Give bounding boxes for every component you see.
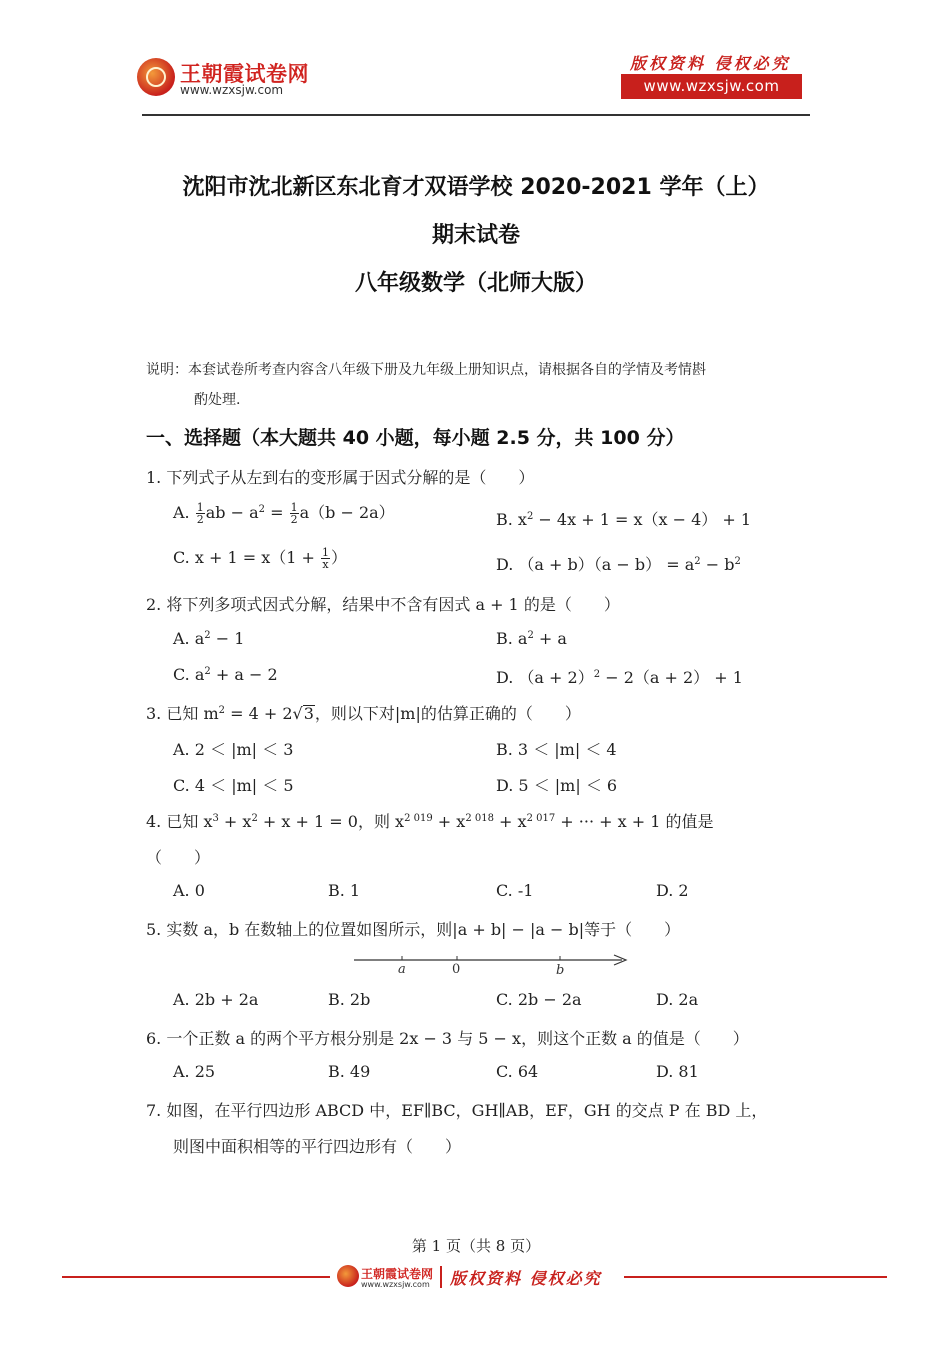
question-7-stem-line-1: 7. 如图，在平行四边形 ABCD 中，EF∥BC，GH∥AB，EF，GH 的交点 P 在 BD 上， [146, 1101, 768, 1120]
brand-url[interactable]: www.wzxsjw.com [180, 83, 284, 97]
question-6-option-c[interactable]: C. 64 [496, 1062, 539, 1081]
fraction-half: $\frac{1}{2}$ [196, 501, 204, 526]
question-2-option-d[interactable]: D. $(a + 2)^2 - 2(a + 2) + 1$ [496, 668, 743, 687]
question-3-option-c[interactable]: C. 4 ＜ |m| ＜ 5 [173, 776, 294, 795]
exam-title-school: 沈阳市沈北新区东北育才双语学校 2020-2021 学年（上） [182, 175, 770, 200]
question-7-stem-line-2: 则图中面积相等的平行四边形有（ ） [173, 1137, 462, 1156]
question-5-option-a[interactable]: A. 2b + 2a [173, 990, 259, 1009]
exam-title-term: 期末试卷 [431, 223, 520, 248]
footer-logo-icon [337, 1265, 359, 1287]
question-6-option-a[interactable]: A. 25 [173, 1062, 216, 1081]
question-1-option-d[interactable]: D. $(a + b)(a - b) = a^2 - b^2$ [496, 555, 741, 574]
instructions-line-2: 酌处理. [194, 392, 241, 408]
question-3-option-a[interactable]: A. 2 ＜ |m| ＜ 3 [173, 740, 294, 759]
footer-separator [440, 1266, 442, 1288]
footer-slogan: 版权资料 侵权必究 [450, 1269, 602, 1288]
brand-name: 王朝霞试卷网 [180, 62, 309, 86]
question-1-option-b[interactable]: B. $x^2 - 4x + 1 = x(x - 4) + 1$ [496, 510, 752, 529]
question-1-stem: 1. 下列式子从左到右的变形属于因式分解的是（ ） [146, 468, 535, 487]
footer-brand: 王朝霞试卷网 [361, 1267, 434, 1281]
sqrt-icon: √ [292, 704, 303, 723]
header-divider [142, 114, 810, 116]
label-b: b [556, 963, 565, 978]
exam-title-subject: 八年级数学（北师大版） [354, 271, 597, 296]
section-heading-multiple-choice: 一、选择题（本大题共 40 小题，每小题 2.5 分，共 100 分） [146, 427, 685, 449]
question-3-option-d[interactable]: D. 5 ＜ |m| ＜ 6 [496, 776, 618, 795]
question-2-option-c[interactable]: C. $a^2 + a - 2$ [173, 665, 278, 684]
brand-logo-icon [137, 58, 175, 96]
page-number: 第 1 页（共 8 页） [411, 1237, 541, 1255]
footer-rule-right [624, 1276, 887, 1278]
question-2-option-a[interactable]: A. $a^2 - 1$ [173, 629, 245, 648]
question-2-option-b[interactable]: B. $a^2 + a$ [496, 629, 567, 648]
question-1-option-c[interactable]: C. x + 1 = x（1 + $\frac{1}{x}$ ） [173, 546, 348, 571]
instructions-line-1: 说明：本套试卷所考查内容含八年级下册及九年级上册知识点，请根据各自的学情及考情斟 [146, 362, 706, 378]
question-4-option-d[interactable]: D. 2 [656, 881, 689, 900]
question-5-stem: 5. 实数 a，b 在数轴上的位置如图所示，则|a + b| − |a − b|等于（ ） [146, 920, 681, 939]
fraction-one-over-x: $\frac{1}{x}$ [322, 546, 329, 571]
copyright-slogan: 版权资料 侵权必究 [630, 54, 791, 73]
label-a: a [398, 962, 406, 977]
footer-url[interactable]: www.wzxsjw.com [361, 1280, 430, 1289]
question-3-stem: 3. 已知 $m^2 = 4 + 2√3$，则以下对|m|的估算正确的（ ） [146, 704, 581, 723]
question-5-option-c[interactable]: C. 2b − 2a [496, 990, 582, 1009]
question-3-option-b[interactable]: B. 3 ＜ |m| ＜ 4 [496, 740, 617, 759]
question-5-option-b[interactable]: B. 2b [328, 990, 371, 1009]
question-4-answer-paren: （ ） [146, 848, 211, 867]
fraction-half: $\frac{1}{2}$ [290, 501, 298, 526]
question-4-option-a[interactable]: A. 0 [173, 881, 205, 900]
question-4-option-c[interactable]: C. -1 [496, 881, 534, 900]
question-5-option-d[interactable]: D. 2a [656, 990, 699, 1009]
question-4-stem: 4. 已知 $x^3 + x^2 + x + 1 = 0$，则 $x^{2 019} + x^{2 018} + x^{2 017}$ + ··· + x + 1 的值是 [146, 812, 714, 831]
question-6-stem: 6. 一个正数 a 的两个平方根分别是 2x − 3 与 5 − x，则这个正数 a 的值是（ ） [146, 1029, 749, 1048]
question-6-option-b[interactable]: B. 49 [328, 1062, 371, 1081]
question-6-option-d[interactable]: D. 81 [656, 1062, 699, 1081]
question-2-stem: 2. 将下列多项式因式分解，结果中不含有因式 a + 1 的是（ ） [146, 595, 620, 614]
label-0: 0 [452, 962, 461, 977]
footer-rule-left [62, 1276, 330, 1278]
question-1-option-a[interactable]: A. $\frac{1}{2}$ ab − $a^2$ = $\frac{1}{2}$ a（b − 2a） [173, 501, 395, 526]
site-url-badge[interactable]: www.wzxsjw.com [621, 74, 802, 99]
question-4-option-b[interactable]: B. 1 [328, 881, 361, 900]
number-line-figure [350, 950, 635, 980]
